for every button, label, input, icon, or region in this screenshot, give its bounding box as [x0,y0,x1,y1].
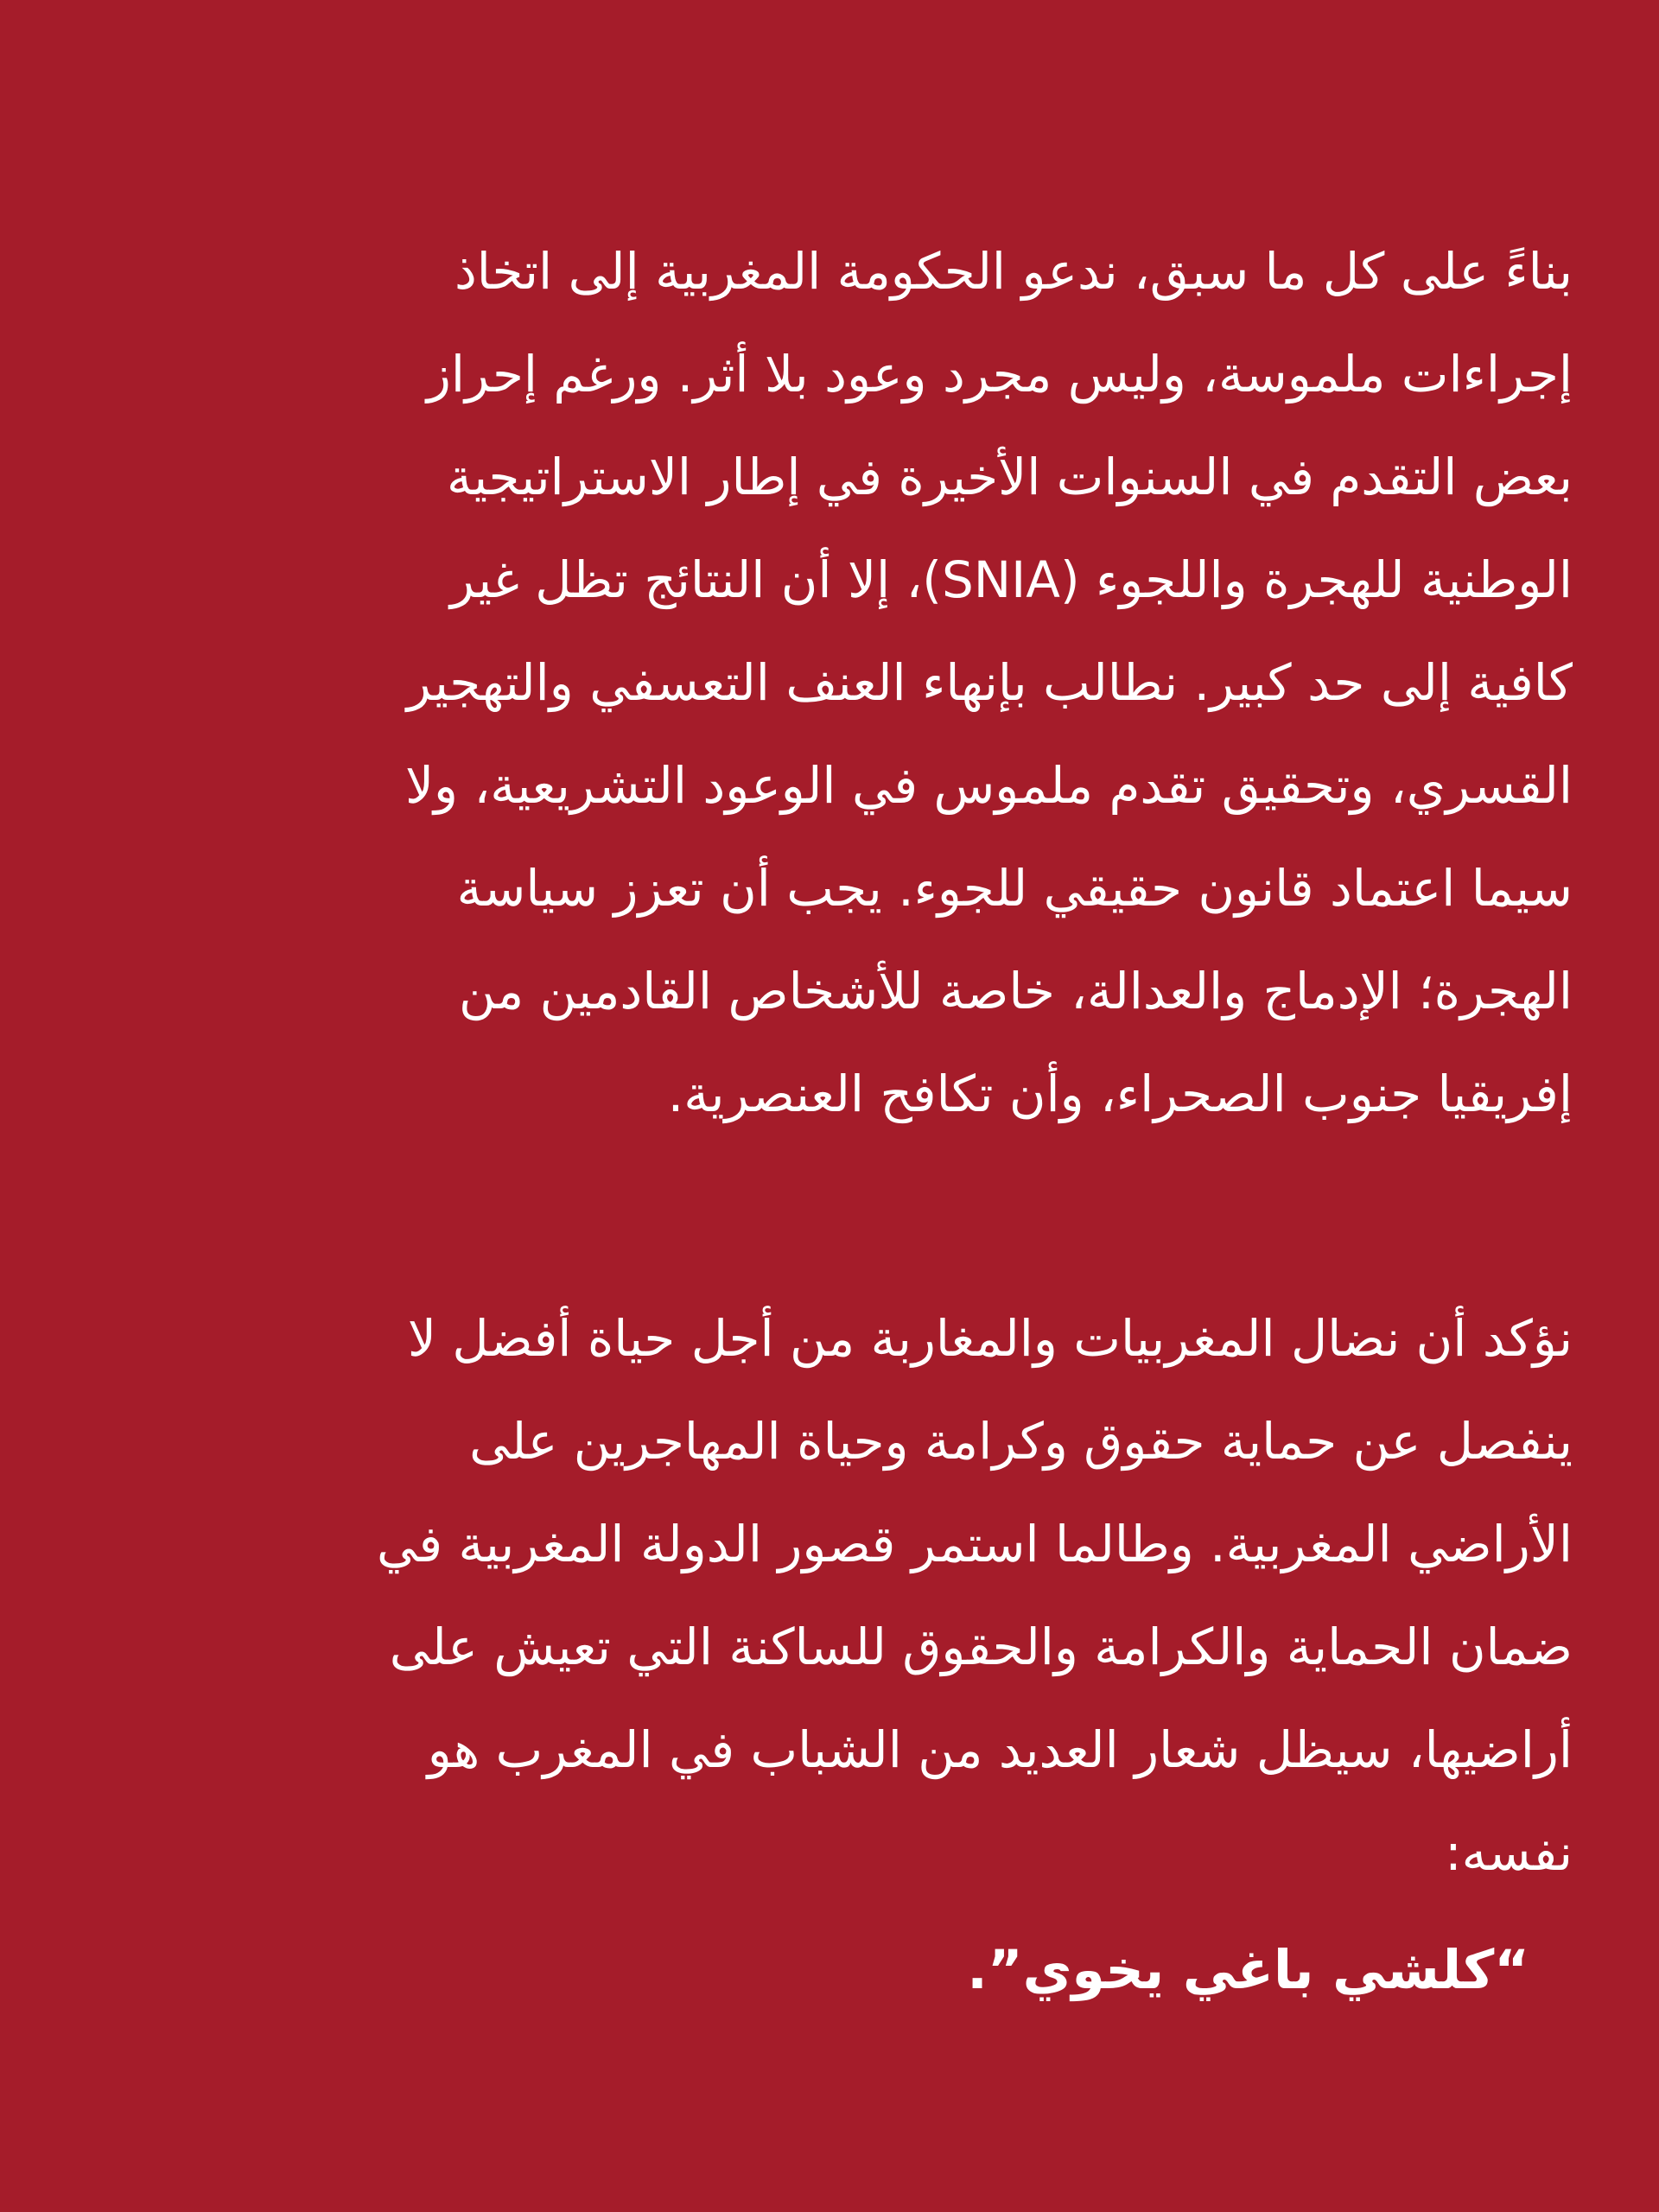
paragraph-line: نؤكد أن نضال المغربيات والمغاربة من أجل حياة أفضل لا [407,1309,1573,1368]
paragraph-line: أراضيها، سيظل شعار العديد من الشباب في المغرب هو [427,1720,1573,1779]
slogan-text: “كلشي باغي يخوي”. [967,1938,1529,2001]
paragraph-line: إجراءات ملموسة، وليس مجرد وعود بلا أثر. ورغم إحراز [426,345,1573,404]
paragraph-line: سيما اعتماد قانون حقيقي للجوء. يجب أن تعزز سياسة [456,859,1573,918]
paragraph-line: بعض التقدم في السنوات الأخيرة في إطار الاستراتيجية [446,448,1573,506]
paragraph-line: بناءً على كل ما سبق، ندعو الحكومة المغربية إلى اتخاذ [454,242,1573,301]
paragraph-line: نفسه: [1445,1823,1573,1882]
paragraph-line: ينفصل عن حماية حقوق وكرامة وحياة المهاجرين على [469,1412,1573,1471]
paragraph-line: الأراضي المغربية. وطالما استمر قصور الدولة المغربية في [376,1515,1573,1573]
slogan-quote [0,1927,1529,2013]
paragraph-line: إفريقيا جنوب الصحراء، وأن تكافح العنصرية. [667,1065,1573,1123]
paragraph-line: ضمان الحماية والكرامة والحقوق للساكنة التي تعيش على [389,1618,1573,1676]
paragraph-struggle [104,1287,1573,1904]
paragraph-line: الهجرة؛ الإدماج والعدالة، خاصة للأشخاص القادمين من [459,962,1573,1020]
paragraph-line: الوطنية للهجرة واللجوء (SNIA)، إلا أن النتائج تظل غير [449,550,1573,609]
paragraph-line: القسري، وتحقيق تقدم ملموس في الوعود التشريعية، ولا [404,756,1573,815]
paragraph-line: كافية إلى حد كبير. نطالب بإنهاء العنف التعسفي والتهجير [406,653,1573,712]
paragraph-demands [104,220,1573,1146]
